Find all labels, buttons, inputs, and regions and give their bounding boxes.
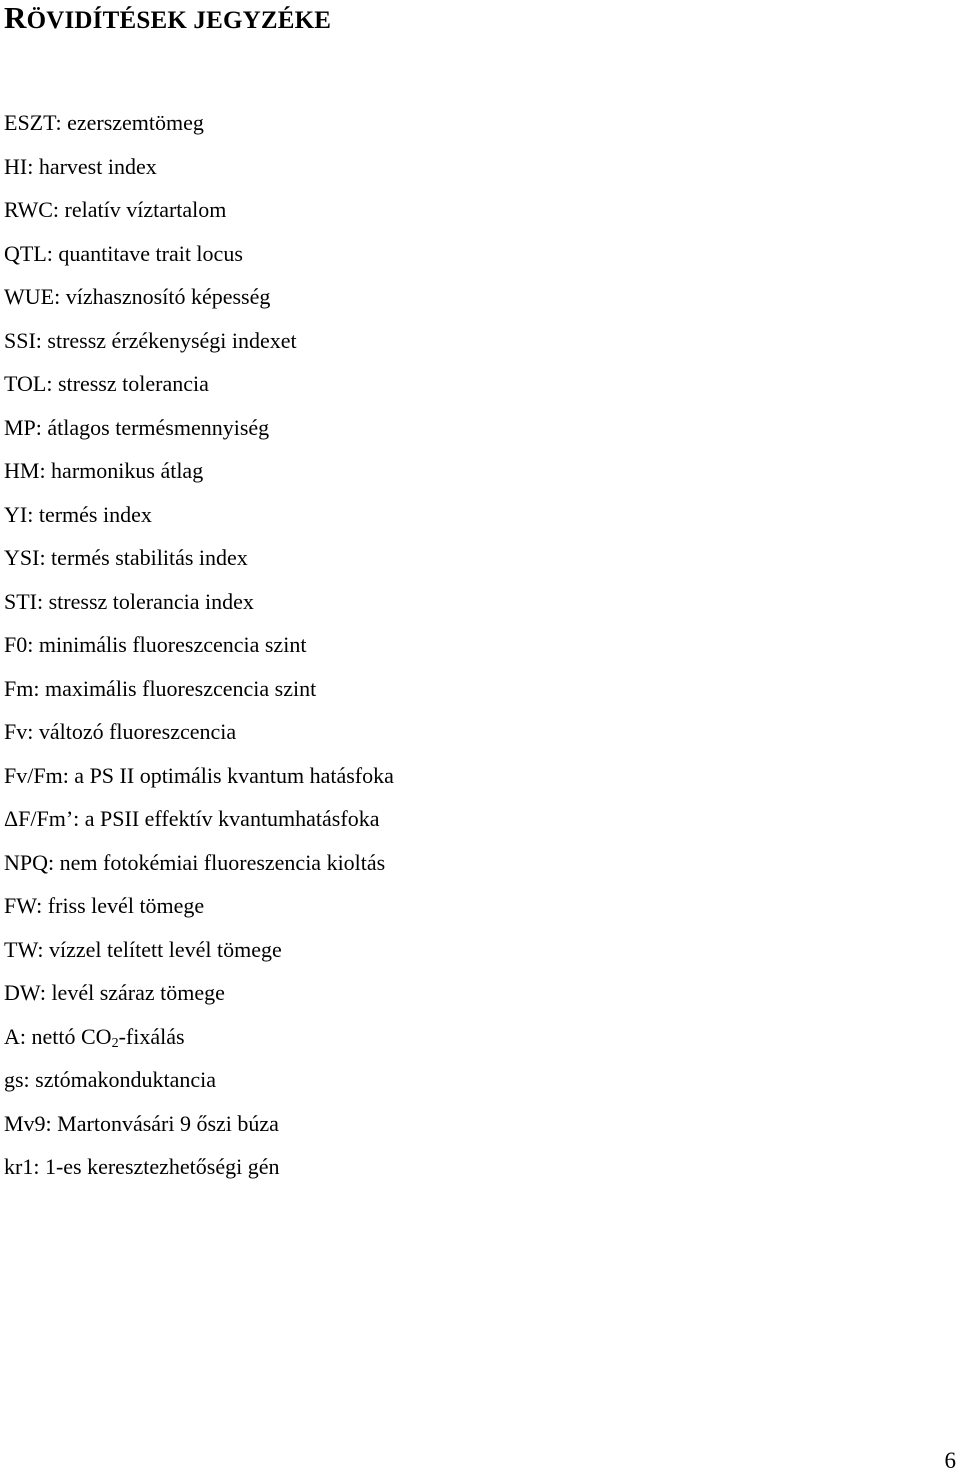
abbreviation-item: YI: termés index [4,501,152,527]
abbreviation-item: MP: átlagos termésmennyiség [4,414,270,440]
abbreviation-item: QTL: quantitave trait locus [4,240,243,266]
page-title-initial: R [4,0,27,35]
co2-suffix: -fixálás [118,1023,185,1049]
abbreviation-item: NPQ: nem fotokémiai fluoreszencia kioltás [4,849,386,875]
abbreviation-item: F0: minimális fluoreszcencia szint [4,632,307,657]
page-number: 6 [944,1448,956,1473]
abbreviation-item: Fm: maximális fluoreszcencia szint [4,675,317,701]
co2-prefix: A: nettó CO [4,1023,112,1049]
abbreviation-item: STI: stressz tolerancia index [4,588,254,614]
abbreviation-item: YSI: termés stabilitás index [4,545,248,570]
abbreviation-item: kr1: 1-es keresztezhetőségi gén [4,1154,280,1179]
abbreviation-item: HM: harmonikus átlag [4,458,204,483]
abbreviation-item: DW: levél száraz tömege [4,980,225,1005]
abbreviation-item: TOL: stressz tolerancia [4,371,209,396]
abbreviation-item: FW: friss levél tömege [4,893,205,918]
abbreviation-item: Fv: változó fluoreszcencia [4,719,237,744]
page-title-rest: ÖVIDÍTÉSEK JEGYZÉKE [26,7,332,34]
abbreviation-item: RWC: relatív víztartalom [4,197,227,222]
abbreviation-item: Fv/Fm: a PS II optimális kvantum hatásfoka [4,762,394,788]
abbreviation-item: ESZT: ezerszemtömeg [4,110,204,135]
page-title [4,0,331,39]
abbreviation-item: TW: vízzel telített levél tömege [4,936,282,962]
abbreviation-item: SSI: stressz érzékenységi indexet [4,327,297,353]
co2-subscript: 2 [111,1035,119,1051]
abbreviation-item: ΔF/Fm’: a PSII effektív kvantumhatásfoka [4,806,380,831]
abbreviation-item: HI: harvest index [4,153,157,179]
abbreviation-item: gs: sztómakonduktancia [4,1067,217,1092]
abbreviation-item-co2 [4,1020,394,1064]
abbreviation-list [4,106,394,1194]
abbreviation-item: Mv9: Martonvásári 9 őszi búza [4,1110,279,1136]
abbreviation-item: WUE: vízhasznosító képesség [4,284,271,309]
